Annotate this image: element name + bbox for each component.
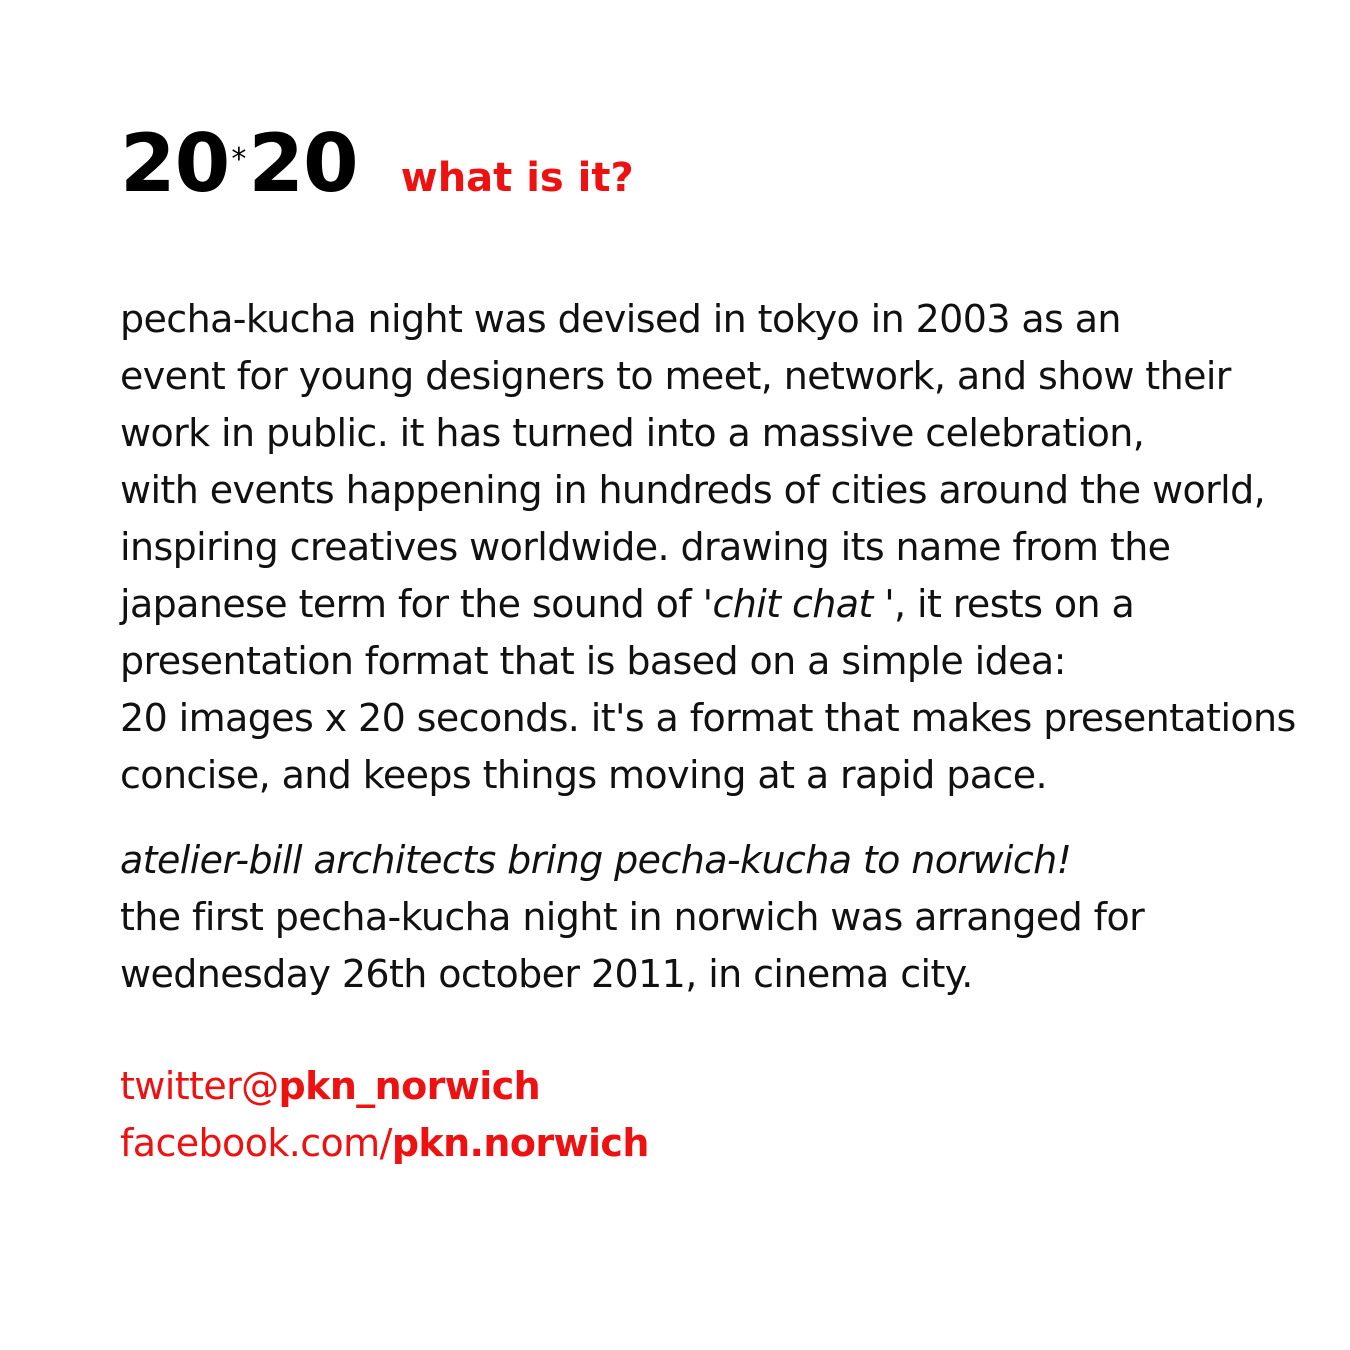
page-subtitle: what is it? — [400, 155, 634, 201]
logo-asterisk: * — [231, 142, 247, 177]
text-line: the first pecha-kucha night in norwich was arranged for — [120, 895, 1145, 939]
facebook-handle: pkn.norwich — [391, 1121, 649, 1165]
twitter-link[interactable] — [120, 1058, 649, 1115]
text-line: wednesday 26th october 2011, in cinema city. — [120, 952, 973, 996]
text-line: work in public. it has turned into a massive celebration, — [120, 411, 1145, 455]
text-line — [120, 576, 1320, 633]
page-header — [120, 116, 634, 212]
twitter-handle: pkn_norwich — [278, 1064, 541, 1108]
text-fragment: japanese term for the sound of ' — [120, 582, 713, 626]
text-line: inspiring creatives worldwide. drawing its name from the — [120, 525, 1171, 569]
logo-number-left: 20 — [120, 117, 230, 210]
facebook-link[interactable] — [120, 1115, 649, 1172]
text-fragment: ', it rests on a — [872, 582, 1135, 626]
text-line: event for young designers to meet, network, and show their — [120, 354, 1231, 398]
twitter-prefix: twitter@ — [120, 1064, 279, 1108]
italic-phrase: chit chat — [712, 582, 873, 626]
text-line: 20 images x 20 seconds. it's a format that makes presentations — [120, 696, 1296, 740]
paragraph-event — [120, 832, 1320, 1003]
contact-block — [120, 1058, 649, 1172]
text-line: presentation format that is based on a simple idea: — [120, 639, 1066, 683]
body-text — [120, 291, 1320, 1003]
paragraph-spacer — [120, 804, 1320, 832]
facebook-prefix: facebook.com/ — [120, 1121, 392, 1165]
paragraph-intro — [120, 291, 1320, 804]
text-line — [120, 832, 1320, 889]
text-line: concise, and keeps things moving at a rapid pace. — [120, 753, 1047, 797]
text-line: pecha-kucha night was devised in tokyo in 2003 as an — [120, 297, 1121, 341]
text-line: with events happening in hundreds of cities around the world, — [120, 468, 1266, 512]
italic-heading: atelier-bill architects bring pecha-kucha to norwich! — [120, 838, 1072, 882]
logo-number-right: 20 — [248, 117, 358, 210]
